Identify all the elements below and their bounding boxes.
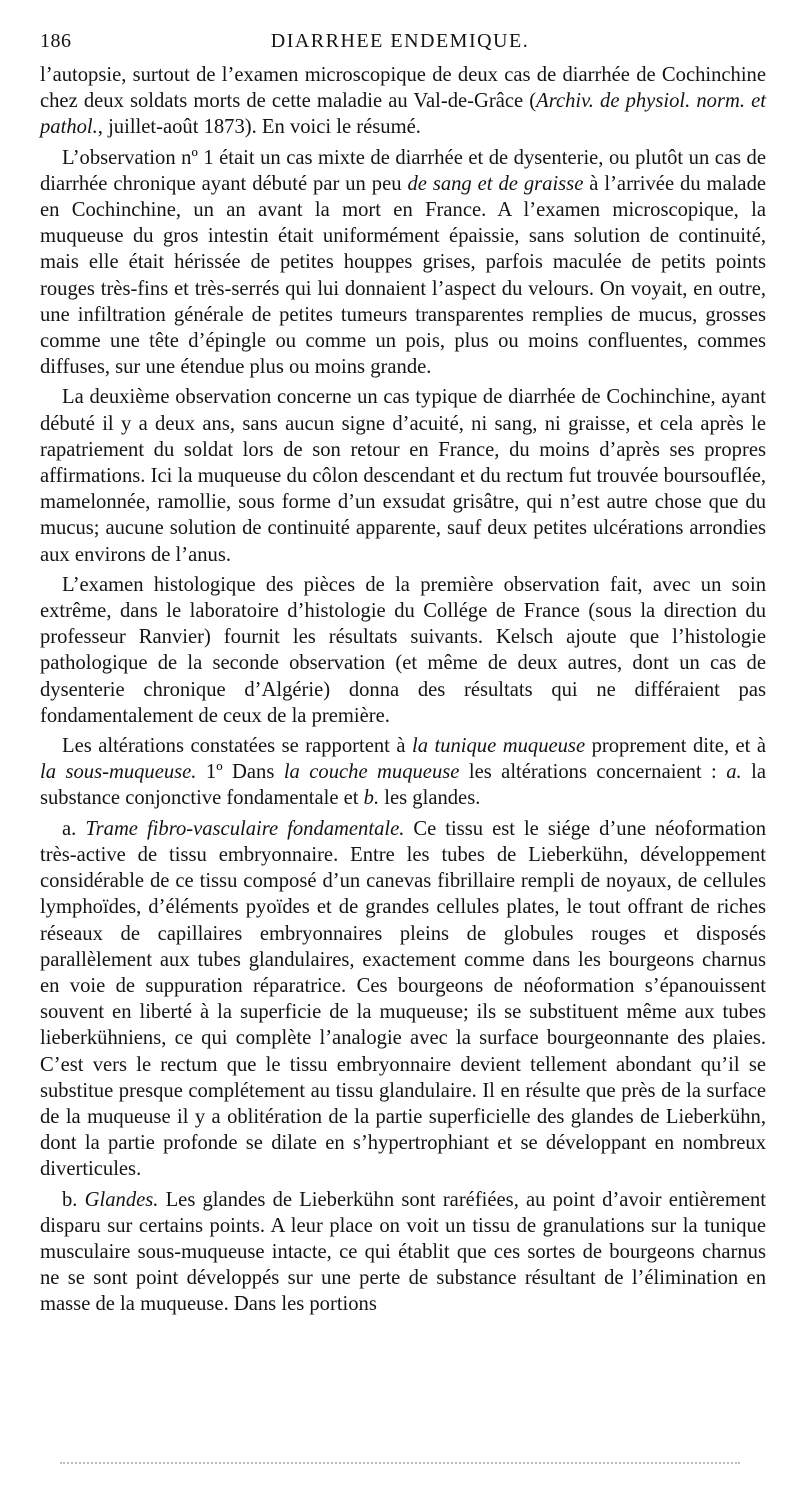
running-title: DIARRHEE ENDEMIQUE. [270,30,530,52]
text-run: Les altérations constatées se rapportent à [62,735,412,758]
italic-run: a. [726,761,742,784]
paragraph-observation-1 [40,145,766,381]
text-run: 1º Dans [196,761,284,784]
text-run: Les glandes de Lieberkühn sont raréfiées, au point d’avoir entièrement disparu sur certains points. A leur place on voit un tissu de granulations sur la tunique musculaire sous-muqueuse intacte, ce qui établit que ces sortes de bourgeons charnus ne se sont point développés sur une perte de substance résultant de l’élimination en masse de la muqueuse. Dans les portions [40,1188,766,1316]
paragraph-observation-2 [40,384,766,567]
text-run: La deuxième observation concerne un cas typique de diarrhée de Cochinchine, ayant débuté il y a deux ans, sans aucun signe d’acuité, ni sang, ni graisse, et cela après le rapatriement du soldat lors de son retour en France, du moins d’après ses propres affirmations. Ici la muqueuse du côlon descendant et du rectum fut trouvée boursouflée, mamelonnée, ramollie, sous forme d’un exsudat grisâtre, qui n’est autre chose que du mucus; aucune solution de continuité apparente, sauf deux petites ulcérations arrondies aux environs de l’anus. [40,386,766,566]
page-header [40,30,760,60]
italic-run: Trame fibro-vasculaire fondamentale. [85,817,405,840]
paragraph-glandes [40,1187,766,1318]
paragraph-histology [40,572,766,729]
italic-run: de sang et de graisse [407,172,584,195]
bottom-dotted-rule [60,1462,740,1466]
text-run: proprement dite, et à [585,735,766,758]
text-run: b. [62,1188,85,1211]
text-run: l’autopsie, surtout de l’examen microscopique de deux cas de diarrhée de Cochinchine chez deux soldats morts de cette maladie au Val-de-Grâce ( [40,64,766,113]
text-run: Ce tissu est le siége d’une néoformation très-active de tissu embryonnaire. Entre les tubes de Lieberkühn, développement considérable de ce tissu composé d’un canevas fibrillaire rempli de noyaux, de cellules lymphoïdes, d’éléments pyoïdes et de grandes cellules plates, le tout offrant de riches réseaux de capillaires embryonnaires pleins de globules rouges et disposés parallèlement aux tubes glandulaires, exactement comme dans les bourgeons charnus en voie de suppuration réparatrice. Ces bourgeons de néoformation s’épanouissent souvent en liberté à la superficie de la muqueuse; ils se substituent même aux tubes lieberkühniens, ce qui complète l’analogie avec la surface bourgeonnante des plaies. C’est vers le rectum que le tissu embryonnaire devient tellement abondant qu’il se substitue presque complétement au tissu glandulaire. Il en résulte que près de la surface de la muqueuse il y a oblitération de la partie superficielle des glandes de Lieberkühn, dont la partie profonde se dilate en s’hypertrophiant et se développant en nombreux diverticules. [40,817,766,1181]
text-run: L’observation nº 1 était un cas mixte de diarrhée et de dysenterie, ou plutôt un cas de diarrhée chronique ayant débuté par un peu [40,146,766,195]
italic-run: Archiv. de physiol. norm. et pathol. [40,90,766,139]
paragraph-continued [40,62,766,141]
italic-run: b. [363,787,380,810]
text-run: les altérations concernaient : [459,761,727,784]
italic-run: Glandes. [84,1188,159,1211]
text-run: a. [62,817,86,840]
body-text [40,62,766,1318]
text-run: à l’arrivée du malade en Cochinchine, un an avant la mort en France. A l’examen microscopique, la muqueuse du gros intestin était uniformément épaissie, sans solution de continuité, mais elle était hérissée de petites houppes grises, parfois maculée de petits points rouges très-fins et très-serrés qui lui donnaient l’aspect du velours. On voyait, en outre, une infiltration générale de petites tumeurs transparentes remplies de mucus, grosses comme une tête d’épingle ou comme un pois, plus ou moins confluentes, commes diffuses, sur une étendue plus ou moins grande. [40,172,767,379]
text-run: les glandes. [379,787,481,810]
italic-run: la sous-muqueuse. [40,761,197,784]
italic-run: la couche muqueuse [283,761,460,784]
paragraph-trame-fibro-vasculaire [40,816,766,1183]
text-run: la substance conjonctive fondamentale et [40,761,767,810]
page-number: 186 [40,30,72,52]
paragraph-alterations [40,733,766,812]
text-run: , juillet-août 1873). En voici le résumé. [97,116,421,139]
text-run: L’examen histologique des pièces de la première observation fait, avec un soin extrême, dans le laboratoire d’histologie du Collége de France (sous la direction du professeur Ranvier) fournit les résultats suivants. Kelsch ajoute que l’histologie pathologique de la seconde observation (et même de deux autres, dont un cas de dysenterie chronique d’Algérie) donna des résultats qui ne différaient pas fondamentalement de ceux de la première. [40,573,766,727]
italic-run: la tunique muqueuse [411,735,586,758]
